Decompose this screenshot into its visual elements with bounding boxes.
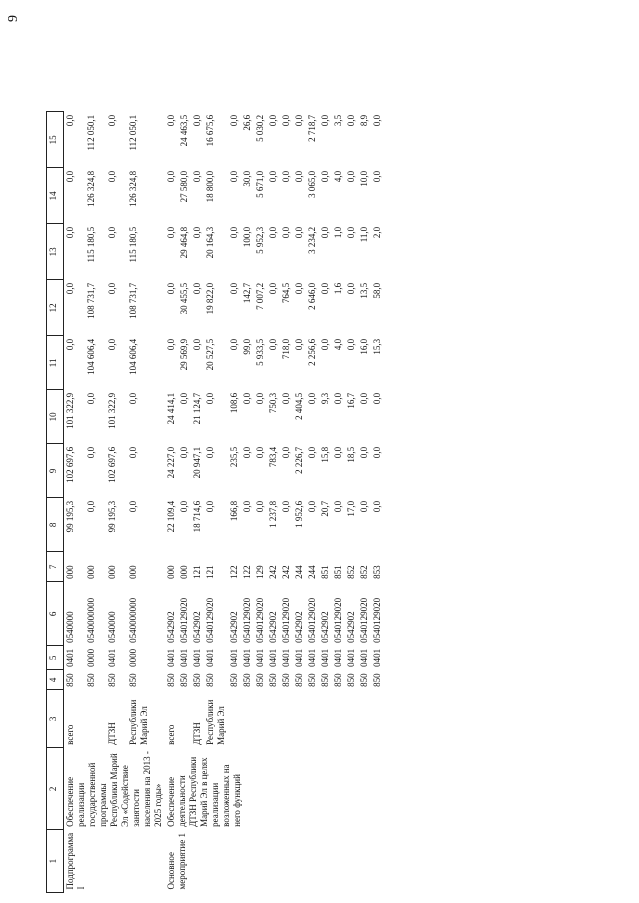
amount-cell: 0,0 — [229, 226, 239, 239]
table-body — [64, 112, 385, 893]
amount-cell: 1,6 — [333, 282, 343, 295]
gov-code-cell: 850 — [359, 673, 369, 687]
expense-type-cell: 242 — [268, 565, 278, 579]
amount-cell: 108 731,7 — [86, 282, 97, 319]
amount-cell: 2 718,7 — [307, 114, 317, 142]
column-number: 12 — [47, 280, 64, 336]
gov-code-cell: 850 — [346, 673, 356, 687]
target-article-cell: 0542902 — [268, 611, 278, 643]
target-article-cell: 0540129020 — [307, 597, 317, 643]
amount-cell: 30,0 — [242, 170, 252, 187]
amount-cell: 0,0 — [242, 446, 252, 459]
target-article-cell: 0542902 — [229, 611, 239, 643]
amount-cell: 2 226,7 — [294, 446, 304, 474]
target-article-cell: 0540000 — [65, 611, 75, 643]
amount-cell: 5 671,0 — [255, 170, 265, 198]
expense-type-cell: 121 — [192, 565, 202, 579]
page-number: 9 — [6, 15, 21, 22]
amount-cell: 750,3 — [268, 392, 278, 414]
amount-cell: 24 414,1 — [166, 392, 176, 425]
section-code-cell: 0401 — [242, 648, 252, 667]
section-code-cell: 0401 — [205, 648, 215, 667]
section-code-cell: 0401 — [106, 648, 117, 667]
amount-cell: 17,0 — [346, 500, 356, 517]
expense-type-cell: 851 — [320, 565, 330, 579]
gov-code-cell: 850 — [127, 673, 138, 687]
column-number: 6 — [47, 582, 64, 646]
amount-cell: 0,0 — [346, 282, 356, 295]
amount-cell: 0,0 — [372, 446, 382, 459]
gov-code-cell: 850 — [205, 673, 215, 687]
amount-cell: 0,0 — [166, 114, 176, 127]
amount-cell: 0,0 — [106, 114, 117, 127]
amount-cell: 13,5 — [359, 282, 369, 299]
section-code-cell: 0401 — [229, 648, 239, 667]
amount-cell: 100,0 — [242, 226, 252, 248]
gov-code-cell: 850 — [179, 673, 189, 687]
amount-cell: 0,0 — [86, 446, 97, 459]
amount-cell: 0,0 — [65, 338, 75, 351]
target-article-cell: 0542902 — [192, 611, 202, 643]
expense-type-cell: 000 — [127, 565, 138, 579]
gov-code-cell: 850 — [255, 673, 265, 687]
budget-table — [46, 111, 384, 893]
amount-cell: 0,0 — [281, 226, 291, 239]
column-number: 2 — [47, 748, 64, 830]
amount-cell: 0,0 — [65, 114, 75, 127]
executor-cell — [280, 690, 293, 748]
executor-cell: Республики Марий Эл — [127, 699, 149, 745]
amount-cell: 0,0 — [372, 170, 382, 183]
amount-cell: 112 050,1 — [86, 114, 97, 151]
amount-cell: 0,0 — [255, 446, 265, 459]
amount-cell: 15,8 — [320, 446, 330, 463]
target-article-cell: 0540000 — [106, 611, 117, 643]
gov-code-cell: 850 — [229, 673, 239, 687]
amount-cell: 102 697,6 — [106, 446, 117, 483]
amount-cell: 101 322,9 — [106, 392, 117, 429]
amount-cell: 0,0 — [307, 392, 317, 405]
amount-cell: 1,0 — [333, 226, 343, 239]
section-code-cell: 0401 — [179, 648, 189, 667]
amount-cell: 99,0 — [242, 338, 252, 355]
amount-cell: 0,0 — [255, 392, 265, 405]
amount-cell: 0,0 — [346, 170, 356, 183]
amount-cell: 0,0 — [86, 392, 97, 405]
amount-cell: 16,0 — [359, 338, 369, 355]
amount-cell: 18 714,6 — [192, 500, 202, 533]
target-article-cell: 0540129020 — [372, 597, 382, 643]
amount-cell: 0,0 — [127, 446, 138, 459]
expense-type-cell: 000 — [65, 565, 75, 579]
amount-cell: 0,0 — [320, 170, 330, 183]
executor-cell — [241, 690, 254, 748]
amount-cell: 0,0 — [281, 500, 291, 513]
executor-cell — [178, 690, 191, 748]
gov-code-cell: 850 — [268, 673, 278, 687]
target-article-cell: 0540129020 — [281, 597, 291, 643]
expense-type-cell: 242 — [281, 565, 291, 579]
target-article-cell: 0542902 — [166, 611, 176, 643]
executor-cell — [306, 690, 319, 748]
section-code-cell: 0401 — [294, 648, 304, 667]
amount-cell: 3 065,0 — [307, 170, 317, 198]
executor-cell: всего — [65, 724, 75, 745]
amount-cell: 11,0 — [359, 226, 369, 243]
amount-cell: 4,0 — [333, 338, 343, 351]
gov-code-cell: 850 — [281, 673, 291, 687]
column-number: 10 — [47, 390, 64, 444]
amount-cell: 783,4 — [268, 446, 278, 468]
amount-cell: 0,0 — [106, 338, 117, 351]
amount-cell: 1 237,8 — [268, 500, 278, 528]
amount-cell: 5 952,3 — [255, 226, 265, 254]
amount-cell: 18 800,0 — [205, 170, 215, 203]
amount-cell: 108 731,7 — [127, 282, 138, 319]
amount-cell: 7 007,2 — [255, 282, 265, 310]
gov-code-cell: 850 — [192, 673, 202, 687]
amount-cell: 0,0 — [294, 114, 304, 127]
amount-cell: 2 404,5 — [294, 392, 304, 420]
target-article-cell: 0540129020 — [205, 597, 215, 643]
amount-cell: 0,0 — [333, 392, 343, 405]
amount-cell: 0,0 — [166, 170, 176, 183]
amount-cell: 718,0 — [281, 338, 291, 360]
amount-cell: 0,0 — [205, 500, 215, 513]
amount-cell: 19 822,0 — [205, 282, 215, 315]
section-code-cell: 0401 — [281, 648, 291, 667]
section-code-cell: 0401 — [268, 648, 278, 667]
amount-cell: 126 324,8 — [127, 170, 138, 207]
amount-cell: 112 050,1 — [127, 114, 138, 151]
column-number: 4 — [47, 670, 64, 690]
amount-cell: 142,7 — [242, 282, 252, 304]
target-article-cell: 0542902 — [294, 611, 304, 643]
amount-cell: 5 933,5 — [255, 338, 265, 366]
section-code-cell: 0401 — [65, 648, 75, 667]
amount-cell: 0,0 — [281, 170, 291, 183]
column-number: 3 — [47, 690, 64, 748]
amount-cell: 0,0 — [65, 226, 75, 239]
amount-cell: 0,0 — [242, 392, 252, 405]
amount-cell: 0,0 — [192, 226, 202, 239]
amount-cell: 0,0 — [294, 170, 304, 183]
executor-cell — [254, 690, 267, 748]
amount-cell: 27 580,0 — [179, 170, 189, 203]
amount-cell: 0,0 — [372, 500, 382, 513]
amount-cell: 0,0 — [268, 114, 278, 127]
amount-cell: 2 256,6 — [307, 338, 317, 366]
header-row — [47, 112, 64, 893]
amount-cell: 0,0 — [242, 500, 252, 513]
gov-code-cell: 850 — [166, 673, 176, 687]
amount-cell: 0,0 — [372, 392, 382, 405]
amount-cell: 101 322,9 — [65, 392, 75, 429]
executor-cell: Республики Марий Эл — [205, 699, 226, 745]
amount-cell: 5 030,2 — [255, 114, 265, 142]
amount-cell: 126 324,8 — [86, 170, 97, 207]
amount-cell: 30 455,5 — [179, 282, 189, 315]
amount-cell: 0,0 — [346, 114, 356, 127]
amount-cell: 2 646,0 — [307, 282, 317, 310]
amount-cell: 0,0 — [268, 170, 278, 183]
section-code-cell: 0401 — [307, 648, 317, 667]
target-article-cell: 0540000000 — [86, 597, 97, 643]
amount-cell: 0,0 — [320, 226, 330, 239]
gov-code-cell: 850 — [86, 673, 97, 687]
target-article-cell: 0542902 — [346, 611, 356, 643]
gov-code-cell: 850 — [294, 673, 304, 687]
amount-cell: 0,0 — [179, 392, 189, 405]
amount-cell: 29 569,9 — [179, 338, 189, 371]
section-code-cell: 0401 — [333, 648, 343, 667]
amount-cell: 16 675,6 — [205, 114, 215, 147]
executor-cell — [267, 690, 280, 748]
amount-cell: 108,6 — [229, 392, 239, 414]
executor-cell — [293, 690, 306, 748]
amount-cell: 1 952,6 — [294, 500, 304, 528]
amount-cell: 58,0 — [372, 282, 382, 299]
section-code-cell: 0401 — [166, 648, 176, 667]
column-number: 8 — [47, 498, 64, 552]
amount-cell: 0,0 — [307, 500, 317, 513]
amount-cell: 0,0 — [346, 338, 356, 351]
amount-cell: 0,0 — [320, 114, 330, 127]
expense-type-cell: 000 — [86, 565, 97, 579]
column-number: 15 — [47, 112, 64, 168]
section-code-cell: 0401 — [346, 648, 356, 667]
target-article-cell: 0540129020 — [242, 597, 252, 643]
amount-cell: 18,5 — [346, 446, 356, 463]
table-row — [64, 112, 86, 893]
amount-cell: 16,7 — [346, 392, 356, 409]
section-code-cell: 0401 — [320, 648, 330, 667]
amount-cell: 0,0 — [255, 500, 265, 513]
column-number: 11 — [47, 336, 64, 390]
amount-cell: 0,0 — [166, 338, 176, 351]
amount-cell: 0,0 — [106, 282, 117, 295]
amount-cell: 0,0 — [359, 392, 369, 405]
amount-cell: 15,3 — [372, 338, 382, 355]
expense-type-cell: 851 — [333, 565, 343, 579]
section-code-cell: 0401 — [359, 648, 369, 667]
target-article-cell: 0540129020 — [255, 597, 265, 643]
amount-cell: 0,0 — [294, 226, 304, 239]
expense-type-cell: 853 — [372, 565, 382, 579]
executor-cell — [345, 690, 358, 748]
amount-cell: 0,0 — [166, 282, 176, 295]
amount-cell: 0,0 — [192, 282, 202, 295]
gov-code-cell: 850 — [372, 673, 382, 687]
expense-type-cell: 000 — [179, 565, 189, 579]
table-header — [47, 112, 64, 893]
target-article-cell: 0540000000 — [127, 597, 138, 643]
expense-type-cell: 122 — [242, 565, 252, 579]
gov-code-cell: 850 — [307, 673, 317, 687]
amount-cell: 4,0 — [333, 170, 343, 183]
amount-cell: 29 464,8 — [179, 226, 189, 259]
amount-cell: 99 195,3 — [106, 500, 117, 533]
amount-cell: 0,0 — [65, 282, 75, 295]
expense-type-cell: 852 — [359, 565, 369, 579]
column-number: 14 — [47, 168, 64, 224]
executor-cell — [228, 690, 241, 748]
amount-cell: 0,0 — [268, 226, 278, 239]
amount-cell: 20,7 — [320, 500, 330, 517]
amount-cell: 0,0 — [229, 338, 239, 351]
amount-cell: 9,3 — [320, 392, 330, 405]
amount-cell: 20 947,1 — [192, 446, 202, 479]
expense-type-cell: 244 — [307, 565, 317, 579]
table-row — [165, 112, 178, 893]
amount-cell: 0,0 — [192, 170, 202, 183]
amount-cell: 10,0 — [359, 170, 369, 187]
amount-cell: 0,0 — [205, 392, 215, 405]
amount-cell: 0,0 — [268, 282, 278, 295]
amount-cell: 0,0 — [281, 392, 291, 405]
amount-cell: 0,0 — [65, 170, 75, 183]
amount-cell: 0,0 — [229, 170, 239, 183]
amount-cell: 115 180,5 — [127, 226, 138, 263]
executor-cell — [332, 690, 345, 748]
expense-type-cell: 121 — [205, 565, 215, 579]
gov-code-cell: 850 — [106, 673, 117, 687]
amount-cell: 22 109,4 — [166, 500, 176, 533]
amount-cell: 0,0 — [294, 338, 304, 351]
target-article-cell: 0540129020 — [179, 597, 189, 643]
amount-cell: 20 164,3 — [205, 226, 215, 259]
amount-cell: 0,0 — [372, 114, 382, 127]
program-description-cell: Обеспечение реализации государственной программы Республики Марий Эл «Содействие занятости населения на 2013 - 2025 годы» — [65, 751, 163, 827]
amount-cell: 0,0 — [307, 446, 317, 459]
section-code-cell: 0401 — [192, 648, 202, 667]
amount-cell: 0,0 — [333, 446, 343, 459]
amount-cell: 104 606,4 — [127, 338, 138, 375]
program-name-cell: Основное мероприятие 1 — [166, 833, 187, 890]
section-code-cell: 0000 — [127, 648, 138, 667]
amount-cell: 26,6 — [242, 114, 252, 131]
amount-cell: 0,0 — [205, 446, 215, 459]
amount-cell: 3 234,2 — [307, 226, 317, 254]
amount-cell: 0,0 — [86, 500, 97, 513]
amount-cell: 0,0 — [359, 500, 369, 513]
amount-cell: 764,5 — [281, 282, 291, 304]
amount-cell: 3,5 — [333, 114, 343, 127]
expense-type-cell: 129 — [255, 565, 265, 579]
amount-cell: 0,0 — [179, 446, 189, 459]
amount-cell: 0,0 — [320, 282, 330, 295]
executor-cell: ДТЗН — [192, 722, 202, 745]
target-article-cell: 0540129020 — [333, 597, 343, 643]
section-code-cell: 0401 — [255, 648, 265, 667]
expense-type-cell: 244 — [294, 565, 304, 579]
gov-code-cell: 850 — [242, 673, 252, 687]
amount-cell: 20 527,5 — [205, 338, 215, 371]
amount-cell: 0,0 — [192, 338, 202, 351]
amount-cell: 0,0 — [333, 500, 343, 513]
amount-cell: 0,0 — [106, 170, 117, 183]
amount-cell: 0,0 — [106, 226, 117, 239]
gov-code-cell: 850 — [333, 673, 343, 687]
amount-cell: 8,9 — [359, 114, 369, 127]
executor-cell — [319, 690, 332, 748]
amount-cell: 0,0 — [281, 114, 291, 127]
amount-cell: 0,0 — [229, 114, 239, 127]
amount-cell: 0,0 — [229, 282, 239, 295]
column-number: 7 — [47, 552, 64, 582]
amount-cell: 24 463,5 — [179, 114, 189, 147]
amount-cell: 166,8 — [229, 500, 239, 522]
amount-cell: 0,0 — [179, 500, 189, 513]
target-article-cell: 0542902 — [320, 611, 330, 643]
amount-cell: 0,0 — [294, 282, 304, 295]
amount-cell: 21 124,7 — [192, 392, 202, 425]
program-name-cell: Подпрограмма I — [65, 832, 86, 890]
amount-cell: 0,0 — [281, 446, 291, 459]
amount-cell: 0,0 — [268, 338, 278, 351]
expense-type-cell: 852 — [346, 565, 356, 579]
target-article-cell: 0540129020 — [359, 597, 369, 643]
executor-cell — [371, 690, 384, 748]
gov-code-cell: 850 — [320, 673, 330, 687]
amount-cell: 235,5 — [229, 446, 239, 468]
section-code-cell: 0000 — [86, 648, 97, 667]
amount-cell: 0,0 — [127, 500, 138, 513]
executor-cell: ДТЗН — [106, 722, 117, 745]
amount-cell: 104 606,4 — [86, 338, 97, 375]
amount-cell: 0,0 — [192, 114, 202, 127]
amount-cell: 24 227,0 — [166, 446, 176, 479]
column-number: 13 — [47, 224, 64, 280]
amount-cell: 99 195,3 — [65, 500, 75, 533]
gov-code-cell: 850 — [65, 673, 75, 687]
amount-cell: 0,0 — [127, 392, 138, 405]
amount-cell: 0,0 — [359, 446, 369, 459]
expense-type-cell: 000 — [106, 565, 117, 579]
amount-cell: 115 180,5 — [86, 226, 97, 263]
amount-cell: 2,0 — [372, 226, 382, 239]
column-number: 9 — [47, 444, 64, 498]
amount-cell: 102 697,6 — [65, 446, 75, 483]
section-code-cell: 0401 — [372, 648, 382, 667]
expense-type-cell: 000 — [166, 565, 176, 579]
column-number: 1 — [47, 830, 64, 893]
executor-cell — [358, 690, 371, 748]
executor-cell — [85, 690, 106, 748]
amount-cell: 0,0 — [320, 338, 330, 351]
amount-cell: 0,0 — [166, 226, 176, 239]
program-description-cell: Обеспечение деятельности ДТЗН Республики Марий Эл в целях реализации возложенных на него функций — [166, 756, 242, 827]
expense-type-cell: 122 — [229, 565, 239, 579]
column-number: 5 — [47, 646, 64, 670]
amount-cell: 0,0 — [346, 226, 356, 239]
executor-cell: всего — [166, 724, 176, 745]
